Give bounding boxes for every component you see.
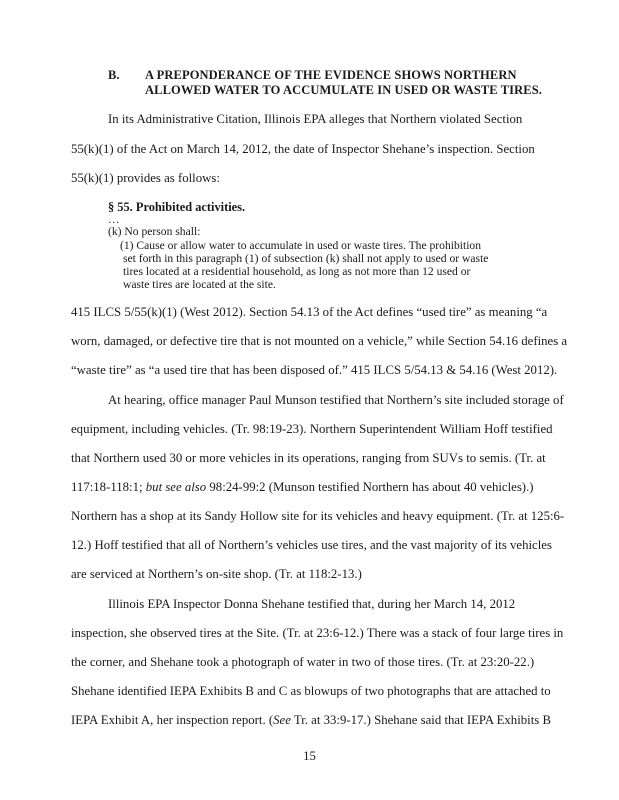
paragraph-line: that Northern used 30 or more vehicles in its operations, ranging from SUVs to semis. (Tr. at xyxy=(71,451,546,465)
paragraph-text: IEPA Exhibit A, her inspection report. ( xyxy=(71,713,274,727)
paragraph-line: are serviced at Northern’s on-site shop. (Tr. at 118:2-13.) xyxy=(71,567,362,581)
paragraph-line xyxy=(71,713,551,728)
quote-title: § 55. Prohibited activities. xyxy=(108,200,246,214)
page-number: 15 xyxy=(303,749,316,763)
paragraph-line xyxy=(71,480,534,495)
paragraph-line: Illinois EPA Inspector Donna Shehane testified that, during her March 14, 2012 xyxy=(108,597,516,611)
paragraph-line: worn, damaged, or defective tire that is not mounted on a vehicle,” while Section 54.16 defines a xyxy=(71,334,568,348)
paragraph-line: equipment, including vehicles. (Tr. 98:19-23). Northern Superintendent William Hoff testified xyxy=(71,422,553,436)
paragraph-line: 55(k)(1) provides as follows: xyxy=(71,171,220,185)
paragraph-line: In its Administrative Citation, Illinois EPA alleges that Northern violated Section xyxy=(108,112,523,126)
paragraph-line: inspection, she observed tires at the Site. (Tr. at 23:6-12.) There was a stack of four large tires in xyxy=(71,626,564,640)
paragraph-line: Shehane identified IEPA Exhibits B and C as blowups of two photographs that are attached to xyxy=(71,684,551,698)
paragraph-text: Tr. at 33:9-17.) Shehane said that IEPA Exhibits B xyxy=(290,713,551,727)
quote-line: (1) Cause or allow water to accumulate in used or waste tires. The prohibition xyxy=(120,239,482,252)
quote-subsection: (k) No person shall: xyxy=(108,225,201,238)
citation-text: 98:24-99:2 (Munson testified Northern has about 40 vehicles).) xyxy=(206,480,534,494)
paragraph-line: the corner, and Shehane took a photograph of water in two of those tires. (Tr. at 23:20-22.) xyxy=(71,655,535,669)
quote-ellipsis: … xyxy=(108,213,120,226)
paragraph-line: “waste tire” as “a used tire that has been disposed of.” 415 ILCS 5/54.13 & 54.16 (West 2012). xyxy=(71,363,558,377)
citation-signal: but see also xyxy=(145,480,207,494)
paragraph-line: 55(k)(1) of the Act on March 14, 2012, the date of Inspector Shehane’s inspection. Section xyxy=(71,142,535,156)
citation-signal: See xyxy=(273,713,291,727)
paragraph-line: At hearing, office manager Paul Munson testified that Northern’s site included storage of xyxy=(108,393,564,407)
section-heading-line2: ALLOWED WATER TO ACCUMULATE IN USED OR WASTE TIRES. xyxy=(145,83,542,97)
section-heading-line1: A PREPONDERANCE OF THE EVIDENCE SHOWS NORTHERN xyxy=(145,68,517,82)
citation-text: 117:18-118:1; xyxy=(71,480,146,494)
paragraph-line: 415 ILCS 5/55(k)(1) (West 2012). Section 54.13 of the Act defines “used tire” as meaning “a xyxy=(71,305,548,319)
quote-line: tires located at a residential household, as long as not more than 12 used or xyxy=(123,265,471,278)
paragraph-line: 12.) Hoff testified that all of Northern’s vehicles use tires, and the vast majority of its vehicles xyxy=(71,538,552,552)
quote-line: set forth in this paragraph (1) of subsection (k) shall not apply to used or waste xyxy=(123,252,489,265)
quote-line: waste tires are located at the site. xyxy=(123,278,276,291)
section-letter: B. xyxy=(108,68,120,82)
paragraph-line: Northern has a shop at its Sandy Hollow site for its vehicles and heavy equipment. (Tr. at 125:6- xyxy=(71,509,565,523)
